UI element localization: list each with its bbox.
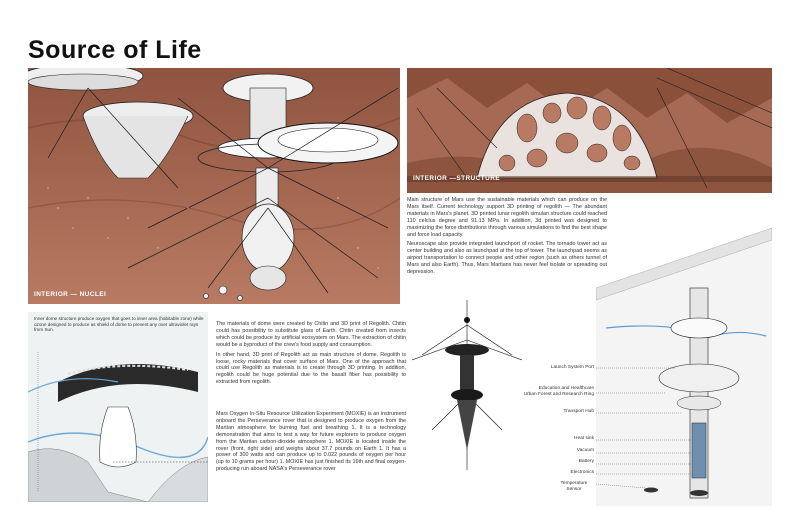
page-title: Source of Life <box>28 36 202 64</box>
callout-heat-sink: Heat sink <box>574 436 594 441</box>
structure-paragraph-1: Main structure of Mars use the sustainable materials which can produce on the Mars itself. Current technology support 3D printing of regolith — The abundant materials in Mars's planet. 3D printed lunar regolith simulan structure could reached 110 celcius degree and 91.13 MPa. In addition, 3d printed was designed to maximizing the force distributions through various simulations to find the best shape and force load capacity. <box>407 197 607 238</box>
nuclei-label: INTERIOR — NUCLEI <box>34 291 107 298</box>
callout-battery: Battery <box>578 459 594 464</box>
ozone-note: Inner dome structure produce oxygen that goes to inner area (habitable zone) while ozone designed to produce as shield of dome to prevent any over ultraviolet rays from Sun. <box>34 316 204 333</box>
callout-launch-system-port: Launch System Port <box>550 365 594 370</box>
structure-description <box>407 197 607 279</box>
dome-paragraph-1: The materials of dome were created by Chitin and 3D print of Regolith. Chitin could has possibility to substitute glass of Earth. Chitin created from insects which could be produce by artificial ecosystem on Mars. The extraction of chitin would be a byproduct of the crew's food supply and consumption. <box>216 321 406 348</box>
moxie-paragraph: Mars Oxygen In-Situ Resource Utilization Experiment (MOXIE) is an instrument onboard the Perseverance rover that is designed to produce oxygen from the Martian atmosphere for burning fuel and breathing 1. It is a technology demonstration that aims to test a way for future explorers to produce oxygen from the Martian carbon-dioxide atmosphere 1. MOXIE is located inside the rover (front, right side) and weighs about 37.7 pounds on Earth 1. It has a power of 300 watts and can produce up to 0.022 pounds of oxygen per hour (up to 10 grams per hour) 1. MOXIE has just finished its 16th and final oxygen-producing run aboard NASA's Perseverance rover <box>216 411 406 473</box>
structure-illustration <box>407 68 772 193</box>
callout-urban-forest: Urban Forest and Research Ring <box>523 392 594 397</box>
tower-drawing <box>412 300 522 470</box>
callout-vacuum: Vacuum <box>576 448 594 453</box>
tower-elevation-drawing <box>412 300 522 470</box>
isometric-drawing <box>596 228 772 506</box>
isometric-section-illustration <box>596 228 772 506</box>
structure-label: INTERIOR —STRUCTURE <box>413 175 501 182</box>
nuclei-drawing <box>28 68 400 304</box>
callout-transport-hub: Transport Hub <box>563 409 594 414</box>
structure-paragraph-2: Neuroscape also provide integrated launchport of rocket. The tornado tower act as center building and also as launchpad at the top of tower. The launchpad seems as airport transportation to connect people and other region (such as others tunnel of Mars and also Earth). Thus, Mars Martians has never feel isolate or spreading out depression. <box>407 241 607 276</box>
nuclei-illustration <box>28 68 400 304</box>
callout-education-healthcare: Education and Healthcare <box>538 386 594 391</box>
dome-section-illustration <box>28 312 208 502</box>
moxie-description <box>216 411 406 476</box>
dome-section-drawing <box>28 312 208 502</box>
dome-description <box>216 321 406 389</box>
callout-temperature-sensor: Temperature Sensor <box>560 481 588 492</box>
dome-paragraph-2: In other hand, 3D print of Regolith act as main structure of dome. Regolith is loose, rocky materials that cover surface of Mars. One of the approach that could use Regolith as materials is to create through 3D printing. In addition, regolith could be huge potential due to the basalt fiber has possibility to extracted from regolith. <box>216 351 406 386</box>
callout-electronics: Electronics <box>570 470 594 475</box>
